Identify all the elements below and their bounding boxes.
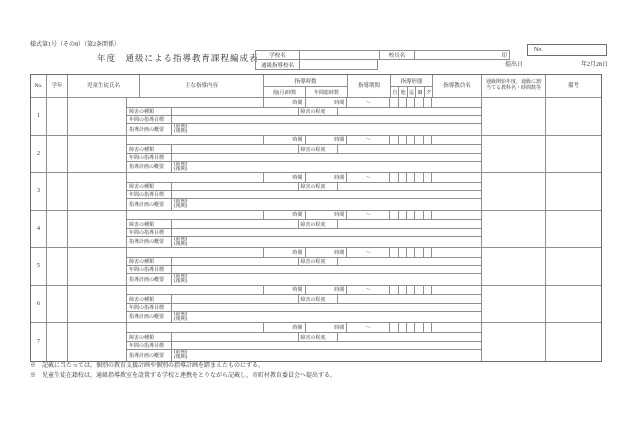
first-term-label: (前期) — [174, 199, 188, 205]
second-term-label: (後期) — [174, 316, 188, 322]
annual-goal-label: 年間の指導目標 — [127, 154, 172, 161]
form-other-cell — [399, 248, 407, 257]
plan-summary-label: 指導計画の概要 — [127, 237, 172, 247]
form-other-cell — [399, 286, 407, 295]
annual-goal-label: 年間の指導目標 — [127, 266, 172, 273]
form-type-cells — [390, 323, 432, 332]
disability-type-label: 障害の種類 — [127, 220, 172, 228]
disability-degree-label: 障害の程度 — [299, 145, 339, 153]
annual-hours-unit: 時間 — [306, 98, 348, 107]
main-content-cell — [127, 323, 264, 332]
header-form-group — [391, 75, 433, 97]
annual-hours-unit: 時間 — [306, 136, 348, 145]
disability-type-label: 障害の種類 — [127, 183, 172, 191]
form-group-cell — [424, 136, 431, 145]
student-name-cell — [68, 173, 127, 210]
table-row — [31, 173, 601, 211]
row-number: 7 — [31, 323, 47, 361]
second-term-label: (後期) — [174, 279, 188, 285]
form-group-cell — [424, 173, 431, 182]
start-year-cell — [482, 136, 546, 173]
disability-type-field — [172, 220, 299, 228]
header-form-group-label: 指導形態 — [391, 75, 432, 87]
table-row — [31, 211, 601, 249]
school-name-field — [300, 50, 380, 60]
disability-type-field — [172, 295, 299, 303]
hours-subrow — [127, 286, 481, 296]
disability-degree-field — [338, 333, 481, 341]
annual-goal-field — [172, 154, 481, 161]
teacher-cell — [432, 211, 481, 220]
period-tilde: ～ — [347, 211, 390, 220]
annual-hours-unit: 時間 — [306, 173, 348, 182]
row-number: 6 — [31, 286, 47, 323]
table-row — [31, 136, 601, 174]
form-type-cells — [390, 248, 432, 257]
header-period: 指導期間 — [348, 75, 391, 97]
start-year-cell — [482, 248, 546, 285]
school-name-label: 学校名 — [255, 50, 300, 60]
annual-goal-field — [172, 304, 481, 311]
form-group-cell — [424, 211, 431, 220]
disability-degree-label: 障害の程度 — [299, 220, 339, 228]
disability-degree-label: 障害の程度 — [299, 295, 339, 303]
plan-summary-subrow — [127, 199, 481, 209]
remarks-cell — [546, 248, 601, 285]
disability-type-field — [172, 108, 299, 116]
annual-goal-subrow — [127, 154, 481, 162]
plan-summary-subrow — [127, 237, 481, 247]
form-self-cell — [390, 211, 398, 220]
plan-summary-field — [172, 350, 481, 361]
disability-degree-field — [338, 295, 481, 303]
form-self-cell — [390, 248, 398, 257]
header-form-visit: 巡 — [408, 87, 416, 97]
form-group-cell — [424, 98, 431, 107]
grade-cell — [47, 98, 68, 135]
principal-label: 校長名 — [380, 50, 415, 60]
plan-summary-subrow — [127, 312, 481, 322]
table-body — [31, 98, 601, 361]
plan-summary-field — [172, 274, 481, 284]
form-self-cell — [390, 323, 398, 332]
main-content-cell — [127, 136, 264, 145]
plan-summary-subrow — [127, 274, 481, 284]
header-hours-group-label: 指導時数 — [264, 75, 347, 87]
row-detail-area — [127, 136, 482, 173]
form-individual-cell — [415, 136, 423, 145]
plan-summary-field — [172, 124, 481, 134]
start-year-cell — [482, 323, 546, 361]
form-type-cells — [390, 136, 432, 145]
weekly-hours-unit: 時間 — [264, 211, 306, 220]
period-tilde: ～ — [347, 323, 390, 332]
teacher-cell — [432, 248, 481, 257]
first-term-label: (前期) — [174, 161, 188, 167]
disability-degree-field — [338, 258, 481, 266]
row-detail-area — [127, 173, 482, 210]
plan-summary-subrow — [127, 124, 481, 134]
annual-goal-field — [172, 116, 481, 123]
curriculum-table — [30, 74, 602, 362]
disability-subrow — [127, 108, 481, 117]
form-visit-cell — [407, 173, 415, 182]
disability-subrow — [127, 220, 481, 229]
plan-summary-subrow — [127, 350, 481, 361]
disability-type-label: 障害の種類 — [127, 258, 172, 266]
row-number: 5 — [31, 248, 47, 285]
grade-cell — [47, 211, 68, 248]
annual-goal-field — [172, 266, 481, 273]
second-term-label: (後期) — [174, 204, 188, 210]
plan-summary-field — [172, 312, 481, 322]
disability-degree-field — [338, 108, 481, 116]
header-teacher: 指導教員名 — [433, 75, 482, 97]
page-title: 年度 通級による指導教育課程編成表 — [97, 53, 259, 63]
plan-summary-label: 指導計画の概要 — [127, 124, 172, 134]
hours-subrow — [127, 98, 481, 108]
grade-cell — [47, 323, 68, 361]
annual-goal-subrow — [127, 229, 481, 237]
form-group-cell — [424, 248, 431, 257]
first-term-label: (前期) — [174, 124, 188, 130]
plan-summary-label: 指導計画の概要 — [127, 274, 172, 284]
student-name-cell — [68, 286, 127, 323]
submit-date-line — [505, 59, 608, 68]
header-annual-hours: 年間総時数 — [313, 90, 339, 96]
form-type-cells — [390, 98, 432, 107]
form-type-cells — [390, 286, 432, 295]
form-individual-cell — [415, 173, 423, 182]
plan-summary-field — [172, 199, 481, 209]
disability-subrow — [127, 145, 481, 154]
form-individual-cell — [415, 248, 423, 257]
row-detail-area — [127, 98, 482, 135]
form-type-cells — [390, 173, 432, 182]
plan-summary-label: 指導計画の概要 — [127, 199, 172, 209]
annual-goal-field — [172, 342, 481, 349]
teacher-cell — [432, 136, 481, 145]
header-student-name: 児童生徒氏名 — [68, 75, 140, 97]
plan-summary-field — [172, 162, 481, 172]
start-year-cell — [482, 173, 546, 210]
footnote-line: ※ 記載に当たっては，個別の教育支援計画や個別の指導計画を踏まえたものにする。 — [30, 363, 265, 369]
school-row — [255, 50, 510, 60]
period-tilde: ～ — [347, 248, 390, 257]
weekly-hours-unit: 時間 — [264, 286, 306, 295]
period-tilde: ～ — [347, 286, 390, 295]
hours-subrow — [127, 173, 481, 183]
teacher-cell — [432, 323, 481, 332]
disability-type-field — [172, 183, 299, 191]
student-name-cell — [68, 211, 127, 248]
start-year-cell — [482, 98, 546, 135]
second-term-label: (後期) — [174, 241, 188, 247]
plan-summary-label: 指導計画の概要 — [127, 312, 172, 322]
tsukyu-school-field — [300, 60, 378, 70]
main-content-cell — [127, 173, 264, 182]
annual-goal-label: 年間の指導目標 — [127, 116, 172, 123]
submit-date-value: 年2月28日 — [580, 62, 608, 68]
header-hours-group — [264, 75, 348, 97]
first-term-label: (前期) — [174, 311, 188, 317]
annual-goal-label: 年間の指導目標 — [127, 191, 172, 198]
disability-subrow — [127, 258, 481, 267]
form-individual-cell — [415, 98, 423, 107]
row-detail-area — [127, 211, 482, 248]
form-visit-cell — [407, 323, 415, 332]
annual-goal-label: 年間の指導目標 — [127, 342, 172, 349]
main-content-cell — [127, 211, 264, 220]
header-form-self: 自 — [391, 87, 399, 97]
form-self-cell — [390, 98, 398, 107]
period-tilde: ～ — [347, 173, 390, 182]
row-number: 1 — [31, 98, 47, 135]
first-term-label: (前期) — [174, 350, 188, 356]
grade-cell — [47, 248, 68, 285]
annual-goal-subrow — [127, 116, 481, 124]
annual-goal-subrow — [127, 266, 481, 274]
remarks-cell — [546, 211, 601, 248]
annual-hours-unit: 時間 — [306, 323, 348, 332]
main-content-cell — [127, 248, 264, 257]
header-form-other: 他 — [399, 87, 407, 97]
table-row — [31, 286, 601, 324]
weekly-hours-unit: 時間 — [264, 98, 306, 107]
form-self-cell — [390, 173, 398, 182]
disability-type-field — [172, 145, 299, 153]
tsukyu-school-row — [255, 60, 510, 70]
disability-degree-label: 障害の程度 — [299, 333, 339, 341]
remarks-cell — [546, 286, 601, 323]
remarks-cell — [546, 323, 601, 361]
form-self-cell — [390, 136, 398, 145]
header-no: No. — [31, 75, 47, 97]
disability-subrow — [127, 333, 481, 342]
header-weekly-hours: 週(月)時数 — [264, 87, 306, 97]
form-individual-cell — [415, 323, 423, 332]
start-year-cell — [482, 211, 546, 248]
remarks-cell — [546, 136, 601, 173]
form-group-cell — [424, 323, 431, 332]
first-term-label: (前期) — [174, 274, 188, 280]
teacher-cell — [432, 98, 481, 107]
form-other-cell — [399, 173, 407, 182]
annual-goal-field — [172, 229, 481, 236]
main-content-cell — [127, 98, 264, 107]
plan-summary-field — [172, 237, 481, 247]
start-year-cell — [482, 286, 546, 323]
remarks-cell — [546, 98, 601, 135]
hours-subrow — [127, 136, 481, 146]
hours-subrow — [127, 248, 481, 258]
footnotes — [30, 361, 336, 381]
annual-goal-label: 年間の指導目標 — [127, 229, 172, 236]
header-start-year: 通級開始年度，通級に割当てる教科名・時間数等 — [482, 75, 546, 97]
header-grade: 学年 — [47, 75, 68, 97]
submit-date-label: 提出日 — [505, 62, 524, 68]
table-row — [31, 98, 601, 136]
row-number: 2 — [31, 136, 47, 173]
annual-hours-unit: 時間 — [306, 211, 348, 220]
form-other-cell — [399, 211, 407, 220]
disability-degree-field — [338, 183, 481, 191]
disability-degree-label: 障害の程度 — [299, 258, 339, 266]
second-term-label: (後期) — [174, 355, 188, 361]
teacher-cell — [432, 286, 481, 295]
header-form-individual: 個 — [416, 87, 424, 97]
form-other-cell — [399, 98, 407, 107]
disability-type-label: 障害の種類 — [127, 108, 172, 116]
disability-subrow — [127, 183, 481, 192]
disability-type-field — [172, 333, 299, 341]
disability-type-label: 障害の種類 — [127, 295, 172, 303]
table-row — [31, 248, 601, 286]
grade-cell — [47, 173, 68, 210]
grade-cell — [47, 286, 68, 323]
school-info-table — [255, 50, 510, 70]
row-number: 4 — [31, 211, 47, 248]
annual-goal-subrow — [127, 304, 481, 312]
annual-goal-field — [172, 191, 481, 198]
table-header — [31, 75, 601, 98]
teacher-cell — [432, 173, 481, 182]
form-visit-cell — [407, 248, 415, 257]
weekly-hours-unit: 時間 — [264, 136, 306, 145]
disability-degree-field — [338, 220, 481, 228]
header-form-group-col: グ — [425, 90, 431, 96]
disability-type-field — [172, 258, 299, 266]
remarks-cell — [546, 173, 601, 210]
student-name-cell — [68, 98, 127, 135]
form-individual-cell — [415, 286, 423, 295]
form-group-cell — [424, 286, 431, 295]
header-main-content: 主な指導内容 — [140, 75, 264, 97]
hours-subrow — [127, 211, 481, 221]
period-tilde: ～ — [347, 136, 390, 145]
form-visit-cell — [407, 136, 415, 145]
grade-cell — [47, 136, 68, 173]
disability-degree-label: 障害の程度 — [299, 183, 339, 191]
row-detail-area — [127, 286, 482, 323]
second-term-label: (後期) — [174, 129, 188, 135]
student-name-cell — [68, 323, 127, 361]
form-visit-cell — [407, 286, 415, 295]
form-other-cell — [399, 323, 407, 332]
number-box: No. — [527, 44, 607, 56]
plan-summary-subrow — [127, 162, 481, 172]
footnote-line: ※ 児童生徒在籍校は，通級指導教室を設置する学校と連携をとりながら記載し，市町村教育委員会へ提出する。 — [30, 373, 337, 379]
disability-type-label: 障害の種類 — [127, 333, 172, 341]
form-visit-cell — [407, 211, 415, 220]
table-row — [31, 323, 601, 361]
student-name-cell — [68, 136, 127, 173]
main-content-cell — [127, 286, 264, 295]
disability-type-label: 障害の種類 — [127, 145, 172, 153]
weekly-hours-unit: 時間 — [264, 248, 306, 257]
row-detail-area — [127, 248, 482, 285]
header-remarks: 備考 — [567, 82, 579, 89]
annual-hours-unit: 時間 — [306, 286, 348, 295]
second-term-label: (後期) — [174, 166, 188, 172]
tsukyu-school-label: 通級指導校名 — [255, 60, 300, 70]
principal-seal: 印 — [415, 50, 510, 60]
plan-summary-label: 指導計画の概要 — [127, 350, 172, 361]
disability-degree-field — [338, 145, 481, 153]
plan-summary-label: 指導計画の概要 — [127, 162, 172, 172]
annual-goal-subrow — [127, 342, 481, 350]
first-term-label: (前期) — [174, 236, 188, 242]
form-other-cell — [399, 136, 407, 145]
row-detail-area — [127, 323, 482, 361]
weekly-hours-unit: 時間 — [264, 173, 306, 182]
annual-hours-unit: 時間 — [306, 248, 348, 257]
weekly-hours-unit: 時間 — [264, 323, 306, 332]
form-visit-cell — [407, 98, 415, 107]
form-individual-cell — [415, 211, 423, 220]
row-number: 3 — [31, 173, 47, 210]
annual-goal-subrow — [127, 191, 481, 199]
annual-goal-label: 年間の指導目標 — [127, 304, 172, 311]
period-tilde: ～ — [347, 98, 390, 107]
form-self-cell — [390, 286, 398, 295]
form-reference: 様式第1号（その8）（第2条関係） — [30, 42, 121, 48]
hours-subrow — [127, 323, 481, 333]
form-type-cells — [390, 211, 432, 220]
disability-subrow — [127, 295, 481, 304]
student-name-cell — [68, 248, 127, 285]
disability-degree-label: 障害の程度 — [299, 108, 339, 116]
